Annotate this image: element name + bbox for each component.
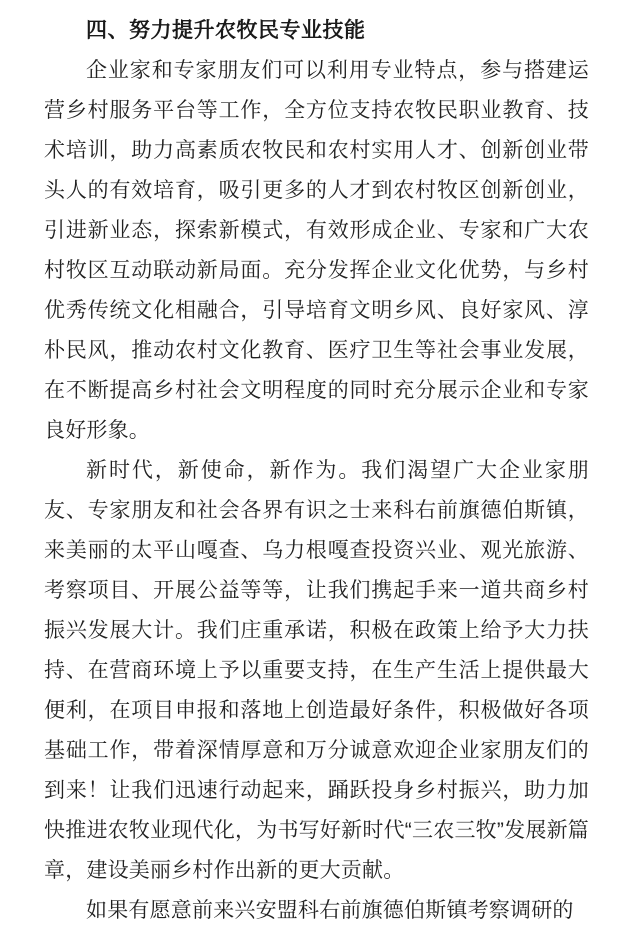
paragraph: 新时代，新使命，新作为。我们渴望广大企业家朋友、专家朋友和社会各界有识之士来科右前旗德伯斯镇，来美丽的太平山嘎查、乌力根嘎查投资兴业、观光旅游、考察项目、开展公益等等，让我们携起手来一道共商乡村振兴发展大计。我们庄重承诺，积极在政策上给予大力扶持、在营商环境上予以重要支持，在生产生活上提供最大便利，在项目申报和落地上创造最好条件，积极做好各项基础工作，带着深情厚意和万分诚意欢迎企业家朋友们的到来！让我们迅速行动起来，踊跃投身乡村振兴，助力加快推进农牧业现代化，为书写好新时代“三农三牧”发展新篇章，建设美丽乡村作出新的更大贡献。 [44,459,589,882]
paragraph: 如果有愿意前来兴安盟科右前旗德伯斯镇考察调研的 [86,899,574,922]
section-heading: 四、努力提升农牧民专业技能 [86,19,366,42]
paragraph: 企业家和专家朋友们可以利用专业特点，参与搭建运营乡村服务平台等工作，全方位支持农牧民职业教育、技术培训，助力高素质农牧民和农村实用人才、创新创业带头人的有效培育，吸引更多的人才到农村牧区创新创业，引进新业态，探索新模式，有效形成企业、专家和广大农村牧区互动联动新局面。充分发挥企业文化优势，与乡村优秀传统文化相融合，引导培育文明乡风、良好家风、淳朴民风，推动农村文化教育、医疗卫生等社会事业发展，在不断提高乡村社会文明程度的同时充分展示企业和专家良好形象。 [44,59,589,442]
